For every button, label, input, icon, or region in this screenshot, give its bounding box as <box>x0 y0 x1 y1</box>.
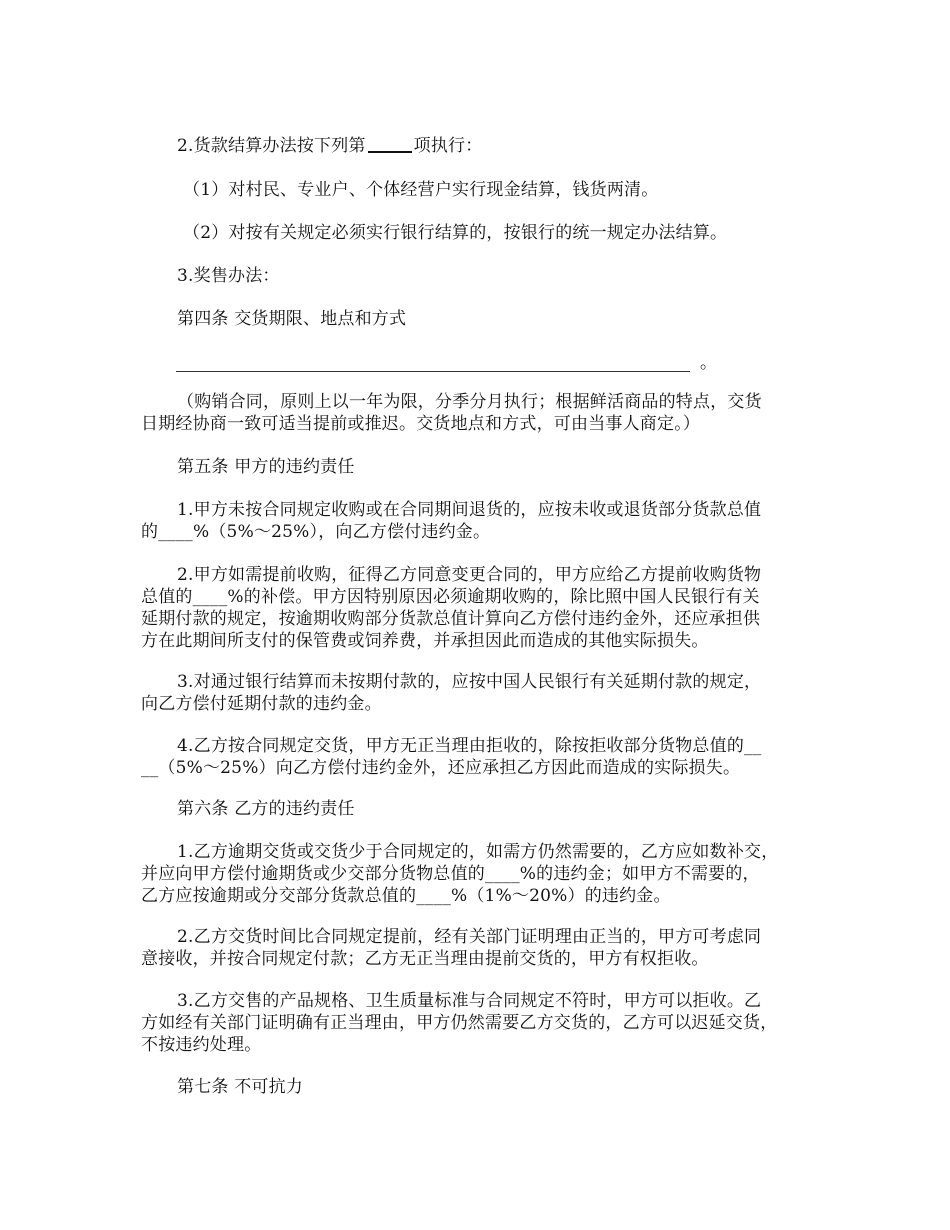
a5-3-line-2: 向乙方偿付延期付款的违约金。 <box>141 694 382 714</box>
a6-1-line-2: 并应向甲方偿付逾期货或少交部分货物总值的____%的违约金；如甲方不需要的， <box>141 864 760 884</box>
payment-method-suffix: 项执行： <box>413 136 483 156</box>
article-4-note-line-1: （购销合同，原则上以一年为限，分季分月执行；根据鲜活商品的特点，交货 <box>177 392 762 412</box>
article-4-note-line-2: 日期经协商一致可适当提前或推迟。交货地点和方式，可由当事人商定。） <box>141 414 701 434</box>
a5-2-line-3: 延期付款的规定，按逾期收购部分货款总值计算向乙方偿付违约金外，还应承担供 <box>141 609 761 629</box>
a6-1-line-1: 1.乙方逾期交货或交货少于合同规定的，如需方仍然需要的，乙方应如数补交， <box>177 842 779 862</box>
a6-3-line-1: 3.乙方交售的产品规格、卫生质量标准与合同规定不符时，甲方可以拒收。乙 <box>177 991 762 1011</box>
a5-3-line-1: 3.对通过银行结算而未按期付款的，应按中国人民银行有关延期付款的规定， <box>177 672 762 692</box>
a5-1-line-2: 的____%（5%～25%），向乙方偿付违约金。 <box>141 522 491 542</box>
a6-3-line-3: 不按违约处理。 <box>141 1035 262 1055</box>
payment-option-2: （2）对按有关规定必须实行银行结算的，按银行的统一规定办法结算。 <box>183 223 728 243</box>
a5-1-line-1: 1.甲方未按合同规定收购或在合同期间退货的，应按未收或退货部分货款总值 <box>177 500 762 520</box>
payment-method-prefix: 2.货款结算办法按下列第 <box>177 136 366 156</box>
payment-method-blank <box>368 136 412 153</box>
a6-2-line-1: 2.乙方交货时间比合同规定提前，经有关部门证明理由正当的，甲方可考虑同 <box>177 927 762 947</box>
article-4-rule-end: 。 <box>700 353 717 373</box>
a5-4-line-2: __（5%～25%）向乙方偿付违约金外，还应承担乙方因此而造成的实际损失。 <box>141 758 741 778</box>
article-4-blank-rule <box>176 371 690 372</box>
article-6-title: 第六条 乙方的违约责任 <box>177 799 355 819</box>
a5-2-line-4: 方在此期间所支付的保管费或饲养费，并承担因此而造成的其他实际损失。 <box>141 631 709 651</box>
article-4-title: 第四条 交货期限、地点和方式 <box>177 309 407 329</box>
a5-4-line-1: 4.乙方按合同规定交货，甲方无正当理由拒收的，除按拒收部分货物总值的__ <box>177 736 762 756</box>
a6-3-line-2: 方如经有关部门证明确有正当理由，甲方仍然需要乙方交货的，乙方可以迟延交货， <box>141 1013 778 1033</box>
a6-2-line-2: 意接收，并按合同规定付款；乙方无正当理由提前交货的，甲方有权拒收。 <box>141 949 709 969</box>
payment-method-line <box>177 135 813 157</box>
article-7-title: 第七条 不可抗力 <box>177 1077 304 1097</box>
article-5-title: 第五条 甲方的违约责任 <box>177 457 355 477</box>
a6-1-line-3: 乙方应按逾期或分交部分货款总值的____%（1%～20%）的违约金。 <box>141 886 671 906</box>
payment-option-1: （1）对村民、专业户、个体经营户实行现金结算，钱货两清。 <box>183 180 659 200</box>
a5-2-line-1: 2.甲方如需提前收购，征得乙方同意变更合同的，甲方应给乙方提前收购货物 <box>177 565 762 585</box>
a5-2-line-2: 总值的____%的补偿。甲方因特别原因必须逾期收购的，除比照中国人民银行有关 <box>141 587 760 607</box>
reward-sale-heading: 3.奖售办法： <box>177 266 280 286</box>
